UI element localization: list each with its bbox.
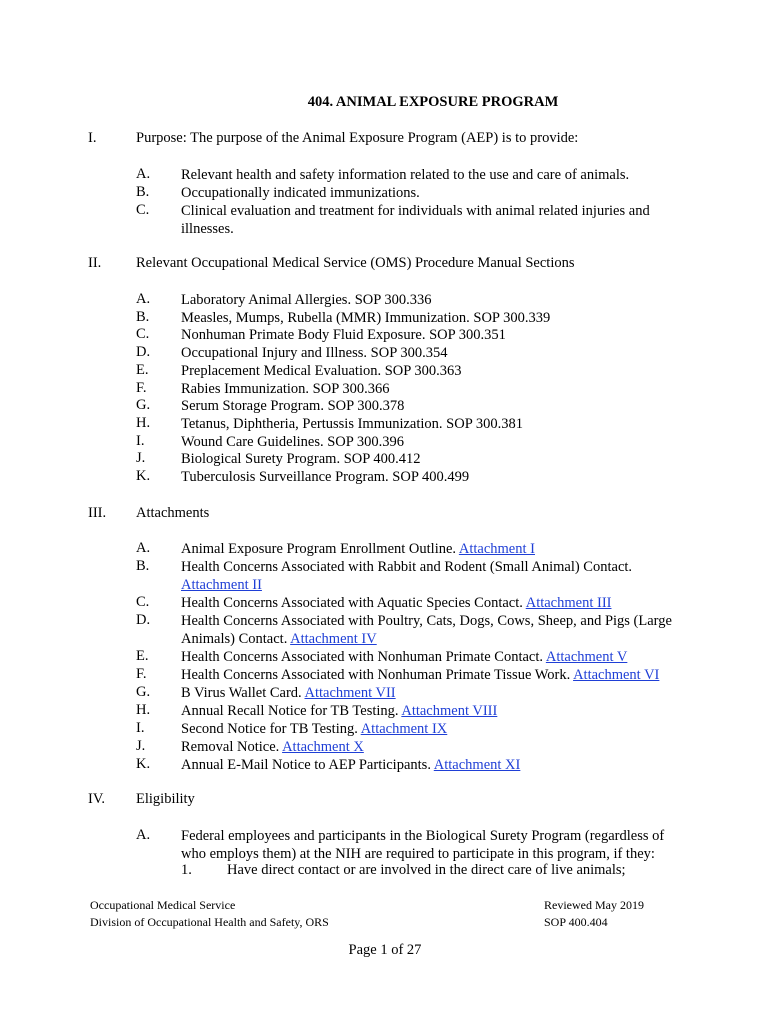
list-item: Health Concerns Associated with Poultry, Cats, Dogs, Cows, Sheep, and Pigs (Large Animals) Contact. Attachment IV — [181, 613, 672, 647]
list-item: Measles, Mumps, Rubella (MMR) Immunization. SOP 300.339 — [181, 310, 551, 326]
list-letter: J. — [136, 738, 146, 754]
list-letter: F. — [136, 666, 147, 682]
list-letter: J. — [136, 450, 146, 466]
list-letter: G. — [136, 397, 151, 413]
list-item: Occupationally indicated immunizations. — [181, 185, 420, 201]
list-letter: A. — [136, 166, 151, 182]
list-letter: B. — [136, 309, 150, 325]
section-number: II. — [88, 255, 102, 271]
list-letter: B. — [136, 184, 150, 200]
footer-sop: SOP 400.404 — [544, 915, 608, 929]
attachment-link[interactable]: Attachment II — [181, 577, 262, 593]
list-letter: C. — [136, 202, 150, 218]
attachment-link[interactable]: Attachment III — [525, 595, 612, 611]
list-item: Serum Storage Program. SOP 300.378 — [181, 398, 405, 414]
list-letter: A. — [136, 540, 151, 556]
attachment-link[interactable]: Attachment VI — [573, 667, 660, 683]
attachment-link[interactable]: Attachment IV — [290, 631, 377, 647]
list-letter: E. — [136, 648, 149, 664]
attachment-link[interactable]: Attachment IX — [360, 721, 448, 737]
footer-left — [90, 897, 329, 931]
section-number: III. — [88, 505, 107, 521]
sublist-number: 1. — [181, 862, 192, 878]
list-letter: F. — [136, 380, 147, 396]
section-number: IV. — [88, 791, 106, 807]
list-item: Animal Exposure Program Enrollment Outline. Attachment I — [181, 541, 535, 557]
attachment-link[interactable]: Attachment VIII — [401, 703, 498, 719]
list-item: Nonhuman Primate Body Fluid Exposure. SOP 300.351 — [181, 327, 506, 343]
list-item: Tuberculosis Surveillance Program. SOP 400.499 — [181, 469, 470, 485]
list-item: Health Concerns Associated with Aquatic Species Contact. Attachment III — [181, 595, 612, 611]
list-item: Occupational Injury and Illness. SOP 300.354 — [181, 345, 448, 361]
list-letter: C. — [136, 594, 150, 610]
list-item: Health Concerns Associated with Nonhuman Primate Tissue Work. Attachment VI — [181, 667, 660, 683]
section-heading: Purpose: The purpose of the Animal Exposure Program (AEP) is to provide: — [136, 130, 579, 146]
list-letter: I. — [136, 433, 145, 449]
list-item: B Virus Wallet Card. Attachment VII — [181, 685, 396, 701]
footer-reviewed: Reviewed May 2019 — [544, 898, 644, 912]
list-letter: I. — [136, 720, 145, 736]
footer-division: Division of Occupational Health and Safety, ORS — [90, 915, 329, 929]
list-letter: E. — [136, 362, 149, 378]
list-letter: H. — [136, 702, 151, 718]
list-item: Rabies Immunization. SOP 300.366 — [181, 381, 390, 397]
list-item: Preplacement Medical Evaluation. SOP 300.363 — [181, 363, 462, 379]
attachment-link[interactable]: Attachment I — [458, 541, 535, 557]
list-item: Laboratory Animal Allergies. SOP 300.336 — [181, 292, 432, 308]
list-item: Relevant health and safety information related to the use and care of animals. — [181, 167, 630, 183]
list-item: Health Concerns Associated with Rabbit and Rodent (Small Animal) Contact. Attachment II — [181, 559, 633, 593]
attachment-link[interactable]: Attachment V — [545, 649, 628, 665]
list-letter: A. — [136, 827, 151, 843]
list-letter: A. — [136, 291, 151, 307]
list-letter: K. — [136, 468, 151, 484]
list-item: Second Notice for TB Testing. Attachment IX — [181, 721, 448, 737]
list-item: Wound Care Guidelines. SOP 300.396 — [181, 434, 405, 450]
section-heading: Relevant Occupational Medical Service (OMS) Procedure Manual Sections — [136, 255, 575, 271]
list-letter: G. — [136, 684, 151, 700]
list-item: Biological Surety Program. SOP 400.412 — [181, 451, 421, 467]
list-item: Removal Notice. Attachment X — [181, 739, 364, 755]
section-heading: Attachments — [136, 505, 210, 521]
sublist-item: Have direct contact or are involved in the direct care of live animals; — [227, 862, 626, 878]
list-item: Tetanus, Diphtheria, Pertussis Immunization. SOP 300.381 — [181, 416, 523, 432]
list-letter: C. — [136, 326, 150, 342]
section-number: I. — [88, 130, 97, 146]
list-letter: D. — [136, 344, 151, 360]
list-item: Health Concerns Associated with Nonhuman Primate Contact. Attachment V — [181, 649, 628, 665]
list-letter: D. — [136, 612, 151, 628]
footer-org: Occupational Medical Service — [90, 898, 236, 912]
document-title: 404. ANIMAL EXPOSURE PROGRAM — [307, 94, 559, 110]
section-heading: Eligibility — [136, 791, 195, 807]
list-item: Clinical evaluation and treatment for individuals with animal related injuries and illnesses. — [181, 203, 650, 237]
list-item: Annual E-Mail Notice to AEP Participants. Attachment XI — [181, 757, 521, 773]
list-item: Federal employees and participants in the Biological Surety Program (regardless of who employs them) at the NIH are required to participate in this program, if they: — [181, 828, 665, 862]
list-letter: H. — [136, 415, 151, 431]
list-letter: K. — [136, 756, 151, 772]
footer-right — [544, 897, 644, 931]
list-letter: B. — [136, 558, 150, 574]
attachment-link[interactable]: Attachment X — [282, 739, 364, 755]
page-number: Page 1 of 27 — [348, 942, 422, 958]
list-item: Annual Recall Notice for TB Testing. Attachment VIII — [181, 703, 498, 719]
attachment-link[interactable]: Attachment XI — [433, 757, 521, 773]
attachment-link[interactable]: Attachment VII — [304, 685, 396, 701]
